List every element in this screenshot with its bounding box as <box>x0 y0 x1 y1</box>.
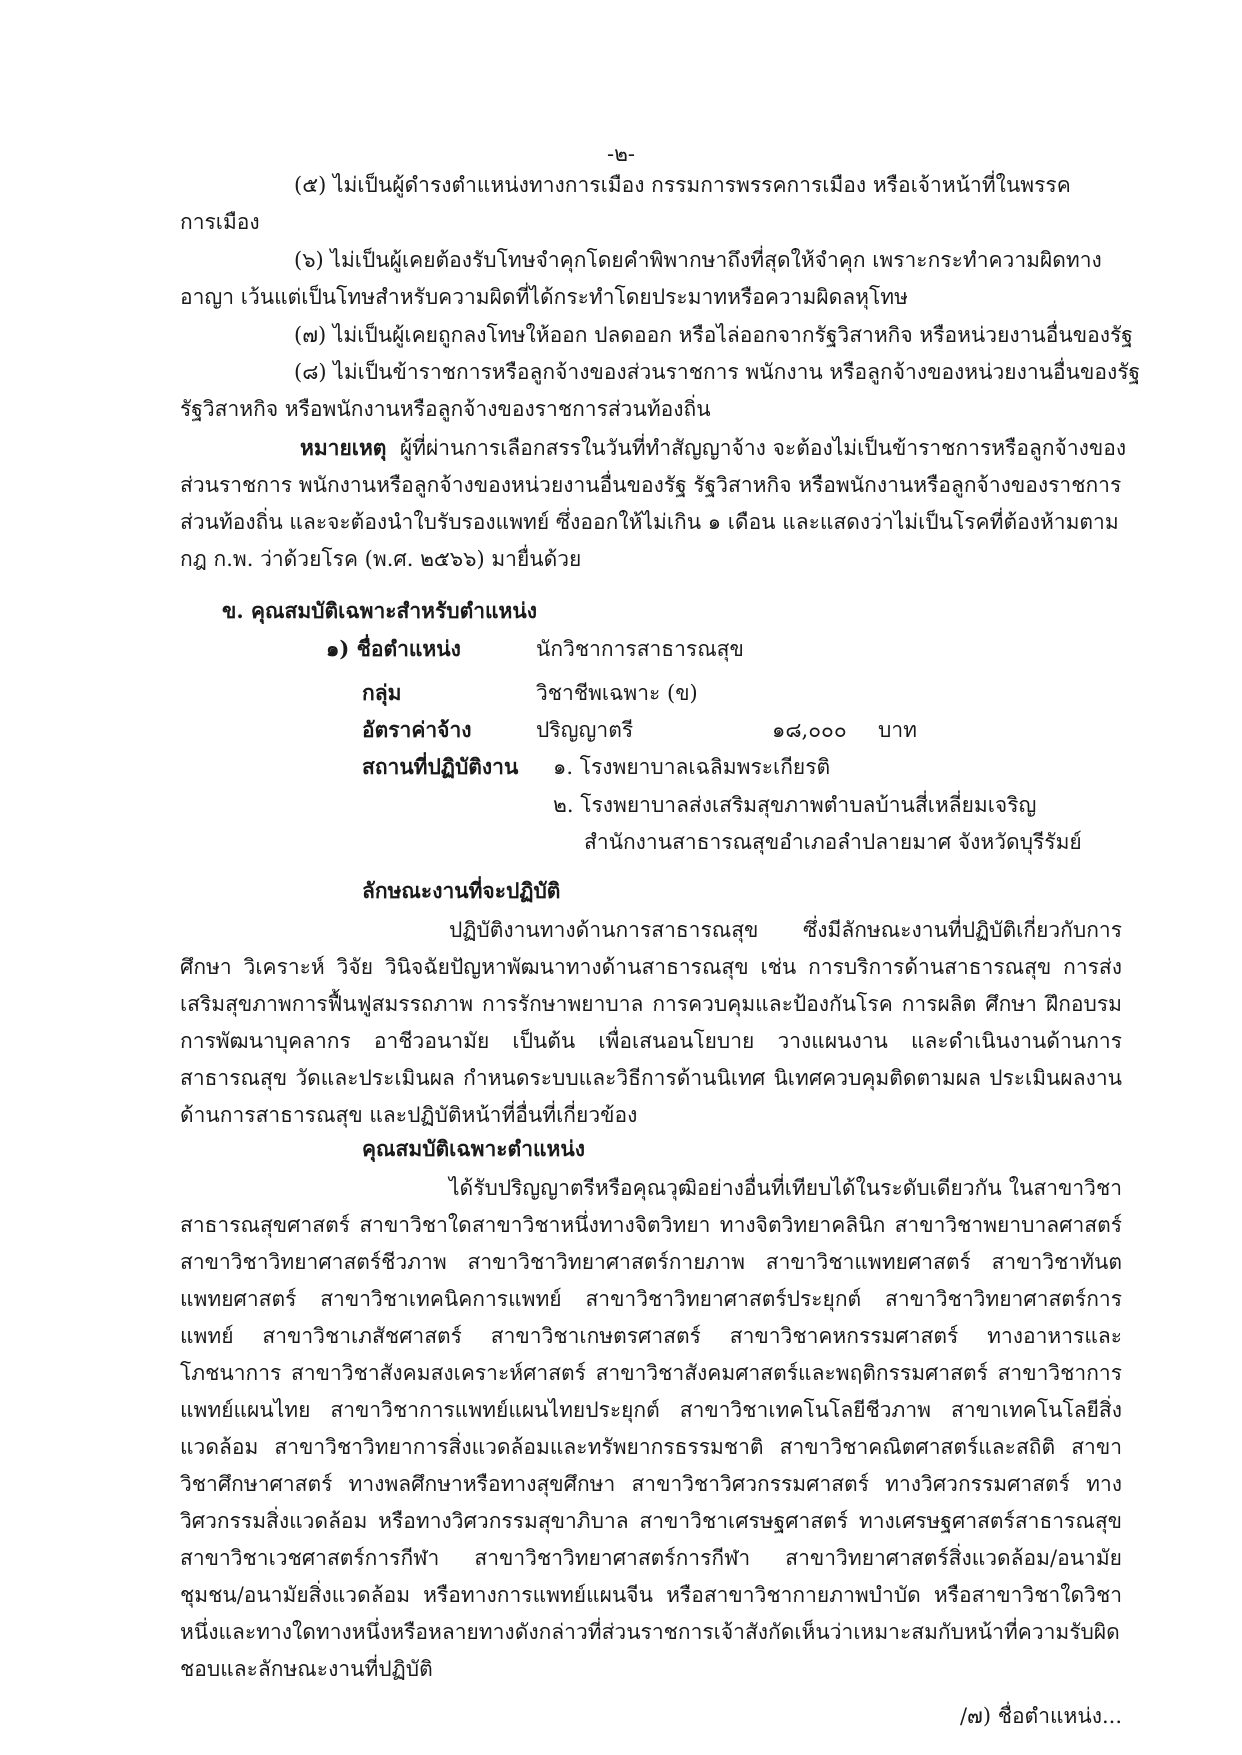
item-6-line-1: (๖) ไม่เป็นผู้เคยต้องรับโทษจำคุกโดยคำพิพากษาถึงที่สุดให้จำคุก เพราะกระทำความผิดทาง <box>294 248 1102 272</box>
position-value: นักวิชาการสาธารณสุข <box>536 637 744 661</box>
continuation-footer: /๗) ชื่อตำแหน่ง... <box>959 1704 1122 1728</box>
duties-text: ปฏิบัติงานทางด้านการสาธารณสุข ซึ่งมีลักษณะงานที่ปฏิบัติเกี่ยวกับการศึกษา วิเคราะห์ วิจัย วินิจฉัยปัญหาพัฒนาทางด้านสาธารณสุข เช่น การบริการด้านสาธารณสุข การส่งเสริมสุขภาพการฟื้นฟูสมรรถภาพ การรักษาพยาบาล การควบคุมและป้องกันโรค การผลิต ศึกษา ฝึกอบรม การพัฒนาบุคลากร อาชีวอนามัย เป็นต้น เพื่อเสนอนโยบาย วางแผนงาน และดำเนินงานด้านการสาธารณสุข วัดและประเมินผล กำหนดระบบและวิธีการด้านนิเทศ นิเทศควบคุมติดตามผล ประเมินผลงานด้านการสาธารณสุข และปฏิบัติหน้าที่อื่นที่เกี่ยวข้อง <box>180 918 1122 1127</box>
note-line-1 <box>300 433 1126 463</box>
workplace-2: ๒. โรงพยาบาลส่งเสริมสุขภาพตำบลบ้านสี่เหลี่ยมเจริญ <box>553 793 1037 817</box>
qualifications-text: ได้รับปริญญาตรีหรือคุณวุฒิอย่างอื่นที่เทียบได้ในระดับเดียวกัน ในสาขาวิชาสาธารณสุขศาสตร์ สาขาวิชาใดสาขาวิชาหนึ่งทางจิตวิทยา ทางจิตวิทยาคลินิก สาขาวิชาพยาบาลศาสตร์ สาขาวิชาวิทยาศาสตร์ชีวภาพ สาขาวิชาวิทยาศาสตร์กายภาพ สาขาวิชาแพทยศาสตร์ สาขาวิชาทันตแพทยศาสตร์ สาขาวิชาเทคนิคการแพทย์ สาขาวิชาวิทยาศาสตร์ประยุกต์ สาขาวิชาวิทยาศาสตร์การแพทย์ สาขาวิชาเภสัชศาสตร์ สาขาวิชาเกษตรศาสตร์ สาขาวิชาคหกรรมศาสตร์ ทางอาหารและโภชนาการ สาขาวิชาสังคมสงเคราะห์ศาสตร์ สาขาวิชาสังคมศาสตร์และพฤติกรรมศาสตร์ สาขาวิชาการแพทย์แผนไทย สาขาวิชาการแพทย์แผนไทยประยุกต์ สาขาวิชาเทคโนโลยีชีวภาพ สาขาเทคโนโลยีสิ่งแวดล้อม สาขาวิชาวิทยาการสิ่งแวดล้อมและทรัพยากรธรรมชาติ สาขาวิชาคณิตศาสตร์และสถิติ สาขาวิชาศึกษาศาสตร์ ทางพลศึกษาหรือทางสุขศึกษา สาขาวิชาวิศวกรรมศาสตร์ ทางวิศวกรรมศาสตร์ ทางวิศวกรรมสิ่งแวดล้อม หรือทางวิศวกรรมสุขาภิบาล สาขาวิชาเศรษฐศาสตร์ ทางเศรษฐศาสตร์สาธารณสุข สาขาวิชาเวชศาสตร์การกีฬา สาขาวิชาวิทยาศาสตร์การกีฬา สาขาวิทยาศาสตร์สิ่งแวดล้อม/อนามัยชุมชน/อนามัยสิ่งแวดล้อม หรือทางการแพทย์แผนจีน หรือสาขาวิชากายภาพบำบัด หรือสาขาวิชาใดวิชาหนึ่งและทางใดทางหนึ่งหรือหลายทางดังกล่าวที่ส่วนราชการเจ้าสังกัดเห็นว่าเหมาะสมกับหน้าที่ความรับผิดชอบและลักษณะงานที่ปฏิบัติ <box>180 1176 1122 1681</box>
workplace-3: สำนักงานสาธารณสุขอำเภอลำปลายมาศ จังหวัดบุรีรัมย์ <box>584 830 1082 854</box>
workplace-1: ๑. โรงพยาบาลเฉลิมพระเกียรติ <box>553 755 831 779</box>
wage-label: อัตราค่าจ้าง <box>362 717 472 742</box>
item-6-line-2: อาญา เว้นแต่เป็นโทษสำหรับความผิดที่ได้กระทำโดยประมาทหรือความผิดลหุโทษ <box>180 285 908 309</box>
note-line-4: กฎ ก.พ. ว่าด้วยโรค (พ.ศ. ๒๕๖๖) มายื่นด้วย <box>180 547 582 571</box>
position-label: ๑) ชื่อตำแหน่ง <box>326 636 461 661</box>
workplace-label: สถานที่ปฏิบัติงาน <box>362 754 519 779</box>
note-line-3: ส่วนท้องถิ่น และจะต้องนำใบรับรองแพทย์ ซึ่งออกให้ไม่เกิน ๑ เดือน และแสดงว่าไม่เป็นโรคที่ต้องห้ามตาม <box>180 510 1119 534</box>
item-8-line-2: รัฐวิสาหกิจ หรือพนักงานหรือลูกจ้างของราชการส่วนท้องถิ่น <box>180 397 711 421</box>
note-line-2: ส่วนราชการ พนักงานหรือลูกจ้างของหน่วยงานอื่นของรัฐ รัฐวิสาหกิจ หรือพนักงานหรือลูกจ้างของราชการ <box>180 473 1122 497</box>
note-label: หมายเหตุ <box>300 435 387 460</box>
item-5-line-1: (๕) ไม่เป็นผู้ดำรงตำแหน่งทางการเมือง กรรมการพรรคการเมือง หรือเจ้าหน้าที่ในพรรค <box>294 173 1071 197</box>
note-text-1: ผู้ที่ผ่านการเลือกสรรในวันที่ทำสัญญาจ้าง จะต้องไม่เป็นข้าราชการหรือลูกจ้างของ <box>399 436 1127 460</box>
wage-amount: ๑๘,๐๐๐ <box>772 718 847 742</box>
page-number: -๒- <box>606 142 636 166</box>
item-8-line-1: (๘) ไม่เป็นข้าราชการหรือลูกจ้างของส่วนราชการ พนักงาน หรือลูกจ้างของหน่วยงานอื่นของรัฐ <box>294 360 1141 384</box>
item-5-line-2: การเมือง <box>180 210 260 234</box>
section-b-heading: ข. คุณสมบัติเฉพาะสำหรับตำแหน่ง <box>222 598 538 623</box>
group-label: กลุ่ม <box>362 680 402 705</box>
group-value: วิชาชีพเฉพาะ (ข) <box>536 681 698 705</box>
wage-unit: บาท <box>878 718 917 742</box>
qualifications-heading: คุณสมบัติเฉพาะตำแหน่ง <box>362 1136 585 1161</box>
wage-degree: ปริญญาตรี <box>536 718 634 742</box>
item-7: (๗) ไม่เป็นผู้เคยถูกลงโทษให้ออก ปลดออก หรือไล่ออกจากรัฐวิสาหกิจ หรือหน่วยงานอื่นของรัฐ <box>294 323 1133 347</box>
duties-heading: ลักษณะงานที่จะปฏิบัติ <box>362 878 561 903</box>
